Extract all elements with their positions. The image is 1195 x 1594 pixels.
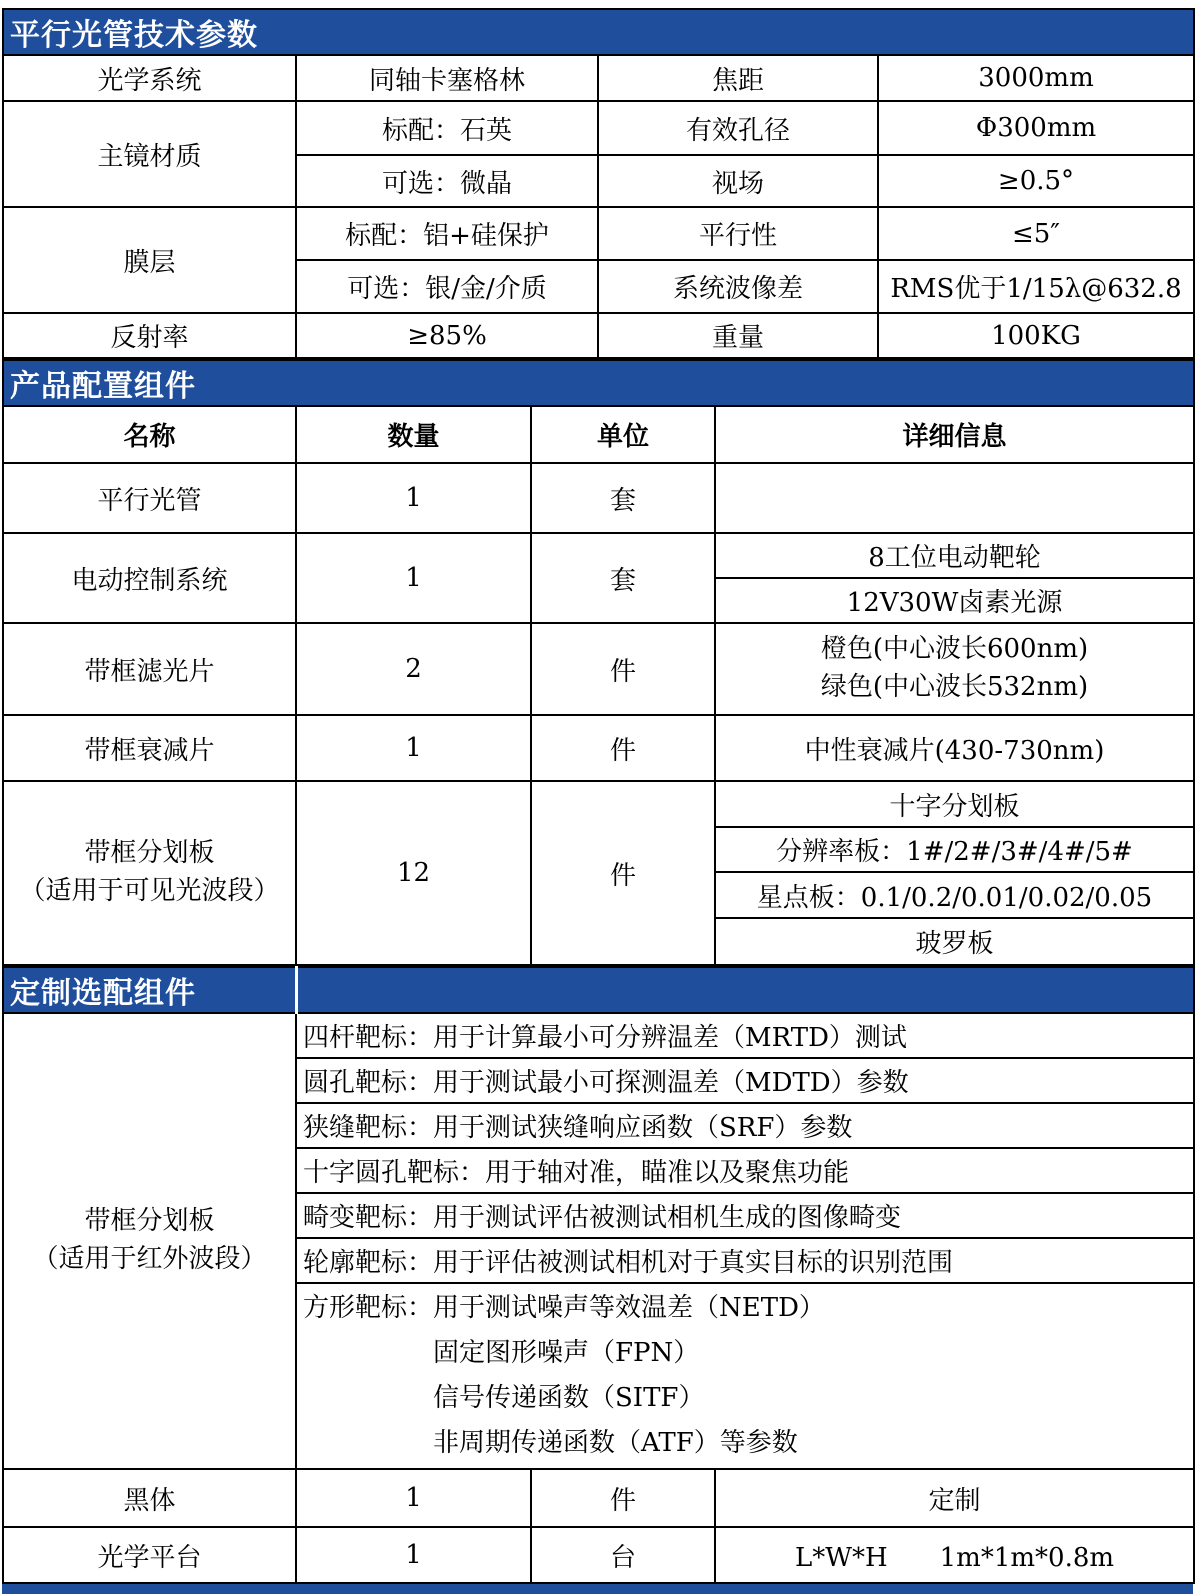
custom-blackbody-unit: 件 (531, 1469, 715, 1527)
config-filter-detail-line-2: 绿色(中心波长532nm) (820, 672, 1089, 702)
tech-mirror-material-label: 主镜材质 (3, 101, 296, 207)
custom-target-row-2: 圆孔靶标：用于测试最小可探测温差（MDTD）参数 (296, 1058, 1194, 1103)
product-config-table (2, 359, 1195, 966)
config-col-detail: 详细信息 (715, 406, 1194, 463)
tech-mirror-std-value: 标配：石英 (296, 101, 598, 155)
tech-optical-system-value: 同轴卡塞格林 (296, 55, 598, 101)
tech-wavefront-value: RMS优于1/15λ@632.8 (878, 260, 1194, 313)
custom-target-row-5: 畸变靶标：用于测试评估被测试相机生成的图像畸变 (296, 1193, 1194, 1238)
config-filter-detail-line-1: 橙色(中心波长600nm) (820, 634, 1089, 665)
tech-fov-value: ≥0.5° (878, 155, 1194, 207)
tech-focal-value: 3000mm (878, 55, 1194, 101)
tech-coating-std-value: 标配：铝+硅保护 (296, 207, 598, 260)
custom-blackbody-qty: 1 (296, 1469, 531, 1527)
tech-reflectivity-value: ≥85% (296, 313, 598, 358)
config-motor-unit: 套 (531, 533, 715, 623)
custom-target-row-4: 十字圆孔靶标：用于轴对准，瞄准以及聚焦功能 (296, 1148, 1194, 1193)
custom-target-row-3: 狭缝靶标：用于测试狭缝响应函数（SRF）参数 (296, 1103, 1194, 1148)
config-reticle-visible-name-line-2: （适用于可见光波段） (19, 876, 280, 906)
config-motor-detail-1: 8工位电动靶轮 (715, 533, 1194, 578)
config-col-unit: 单位 (531, 406, 715, 463)
custom-platform-detail: L*W*H 1m*1m*0.8m (715, 1527, 1194, 1583)
spec-sheet (2, 8, 1193, 1594)
config-reticle-visible-detail-3: 星点板：0.1/0.2/0.01/0.02/0.05 (715, 872, 1194, 918)
custom-reticle-ir-name (3, 1013, 296, 1469)
config-reticle-visible-name-line-1: 带框分划板 (84, 838, 215, 869)
tech-mirror-opt-value: 可选：微晶 (296, 155, 598, 207)
config-motor-detail-2: 12V30W卤素光源 (715, 578, 1194, 623)
config-reticle-visible-unit: 件 (531, 781, 715, 965)
config-collimator-name: 平行光管 (3, 463, 296, 533)
custom-options-table (2, 966, 1195, 1584)
config-reticle-visible-detail-2: 分辨率板：1#/2#/3#/4#/5# (715, 827, 1194, 872)
tech-params-table (2, 8, 1195, 359)
custom-platform-qty: 1 (296, 1527, 531, 1583)
custom-reticle-ir-name-line-1: 带框分划板 (84, 1206, 215, 1237)
config-col-name: 名称 (3, 406, 296, 463)
config-filter-detail (715, 623, 1194, 715)
config-reticle-visible-qty: 12 (296, 781, 531, 965)
tech-aperture-label: 有效孔径 (598, 101, 878, 155)
tech-fov-label: 视场 (598, 155, 878, 207)
custom-reticle-ir-name-line-2: （适用于红外波段） (32, 1244, 267, 1274)
config-collimator-unit: 套 (531, 463, 715, 533)
config-attenuator-name: 带框衰减片 (3, 715, 296, 781)
custom-square-target-line-1: 方形靶标：用于测试噪声等效温差（NETD） (303, 1293, 825, 1323)
custom-target-row-1: 四杆靶标：用于计算最小可分辨温差（MRTD）测试 (296, 1013, 1194, 1058)
config-collimator-detail (715, 463, 1194, 533)
tech-coating-opt-value: 可选：银/金/介质 (296, 260, 598, 313)
custom-square-target-line-2: 固定图形噪声（FPN） (433, 1338, 700, 1368)
section-header-product-config: 产品配置组件 (3, 360, 1194, 406)
tech-weight-value: 100KG (878, 313, 1194, 358)
config-filter-name: 带框滤光片 (3, 623, 296, 715)
config-col-qty: 数量 (296, 406, 531, 463)
tech-wavefront-label: 系统波像差 (598, 260, 878, 313)
config-filter-unit: 件 (531, 623, 715, 715)
section-header-custom-options: 定制选配组件 (3, 967, 296, 1013)
tech-weight-label: 重量 (598, 313, 878, 358)
config-reticle-visible-detail-4: 玻罗板 (715, 918, 1194, 965)
custom-square-target (296, 1283, 1194, 1469)
tech-aperture-value: Φ300mm (878, 101, 1194, 155)
custom-platform-name: 光学平台 (3, 1527, 296, 1583)
config-motor-qty: 1 (296, 533, 531, 623)
config-motor-name: 电动控制系统 (3, 533, 296, 623)
config-reticle-visible-name (3, 781, 296, 965)
section-header-tech-params: 平行光管技术参数 (3, 9, 1194, 55)
custom-square-target-line-4: 非周期传递函数（ATF）等参数 (433, 1428, 798, 1458)
custom-target-row-6: 轮廓靶标：用于评估被测试相机对于真实目标的识别范围 (296, 1238, 1194, 1283)
tech-optical-system-label: 光学系统 (3, 55, 296, 101)
tech-focal-label: 焦距 (598, 55, 878, 101)
config-attenuator-qty: 1 (296, 715, 531, 781)
custom-blackbody-detail: 定制 (715, 1469, 1194, 1527)
config-collimator-qty: 1 (296, 463, 531, 533)
config-attenuator-unit: 件 (531, 715, 715, 781)
config-filter-qty: 2 (296, 623, 531, 715)
custom-square-target-line-3: 信号传递函数（SITF） (433, 1383, 705, 1413)
config-attenuator-detail: 中性衰减片(430-730nm) (715, 715, 1194, 781)
tech-reflectivity-label: 反射率 (3, 313, 296, 358)
section-header-custom-options-filler (296, 967, 1194, 1013)
tech-parallelism-label: 平行性 (598, 207, 878, 260)
tech-coating-label: 膜层 (3, 207, 296, 313)
config-reticle-visible-detail-1: 十字分划板 (715, 781, 1194, 827)
bottom-accent-strip (2, 1584, 1193, 1594)
custom-blackbody-name: 黑体 (3, 1469, 296, 1527)
tech-parallelism-value: ≤5″ (878, 207, 1194, 260)
custom-platform-unit: 台 (531, 1527, 715, 1583)
